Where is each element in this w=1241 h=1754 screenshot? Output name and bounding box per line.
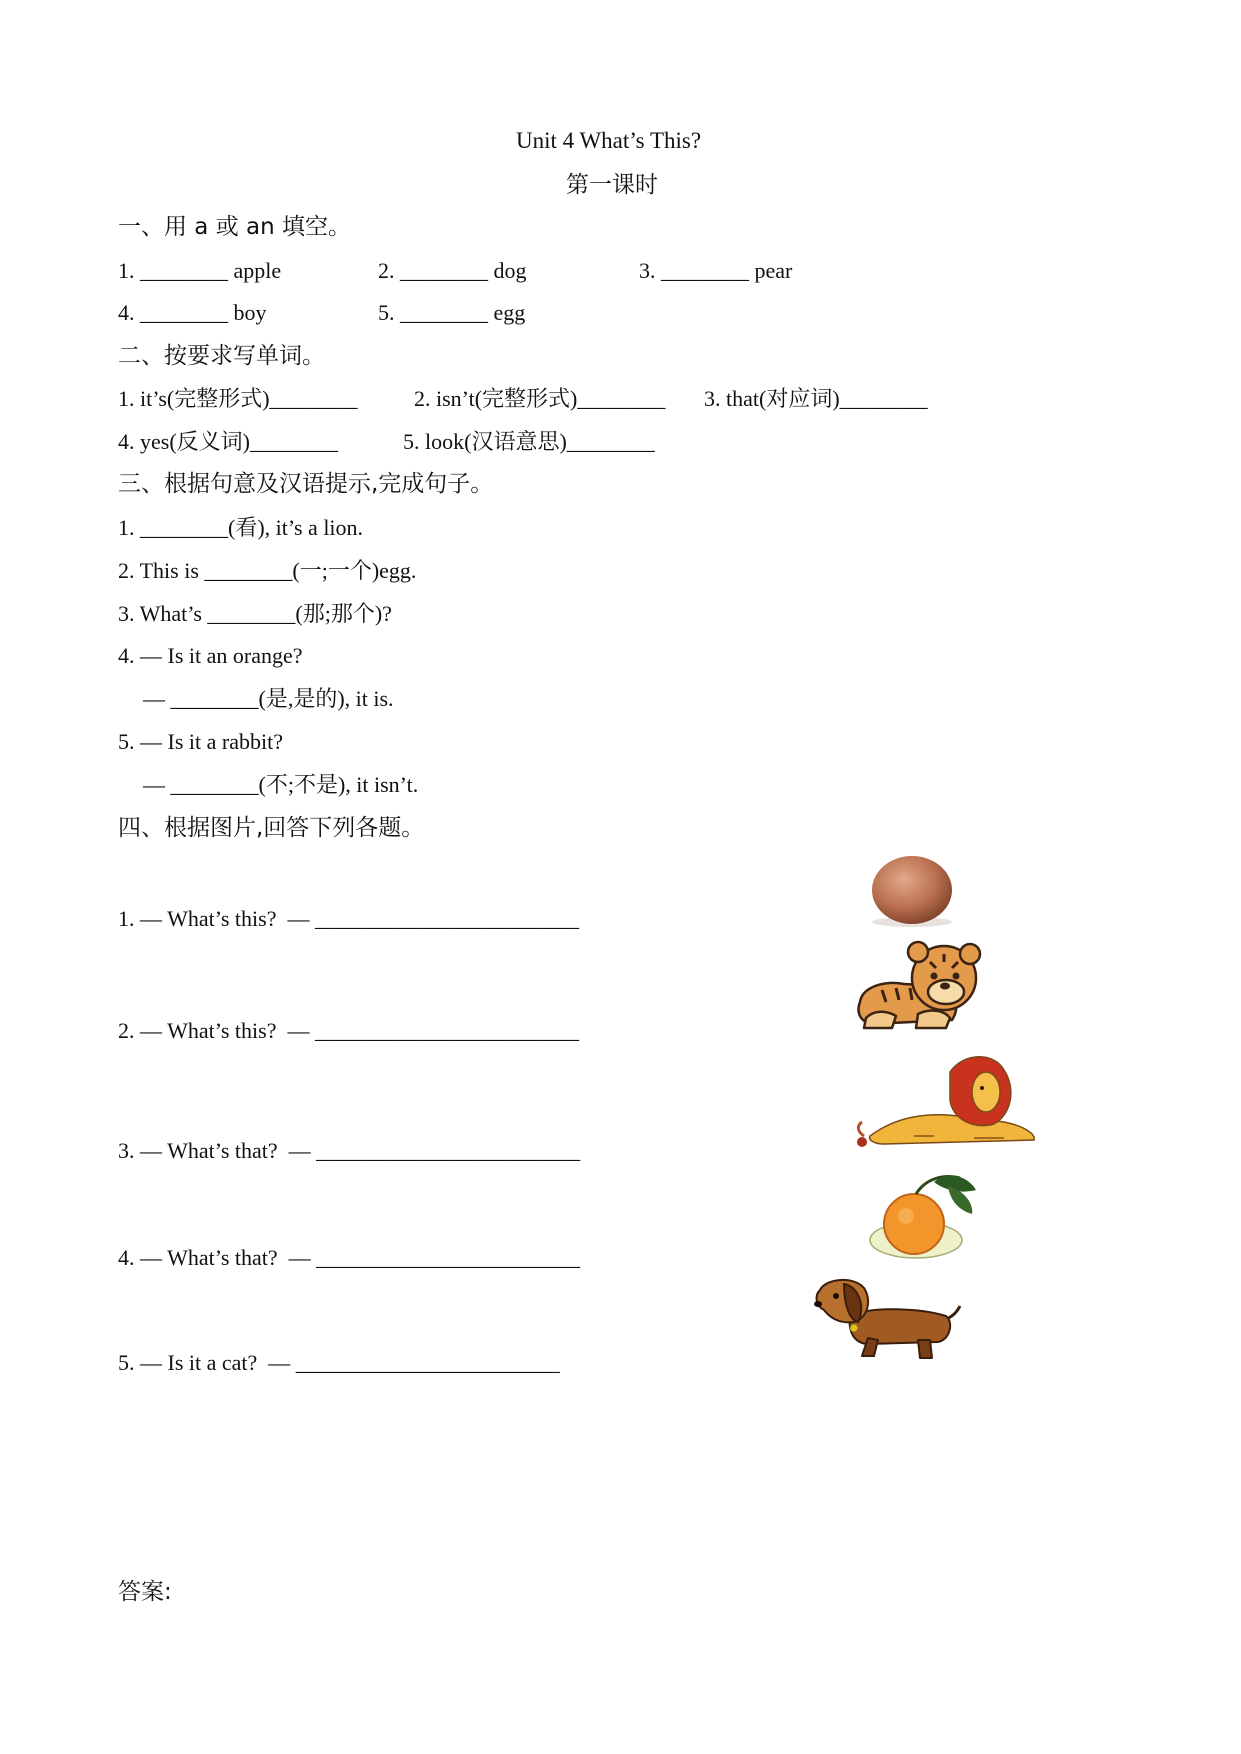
page-title: Unit 4 What’s This? <box>516 128 702 153</box>
section2-heading: 二、按要求写单词。 <box>118 343 325 369</box>
section3-item-5: 5. — Is it a rabbit? <box>118 729 283 754</box>
section4-item-1: 1. — What’s this? — ________________________ <box>118 906 579 931</box>
answers-label: 答案: <box>118 1579 172 1605</box>
section2-item-3: 3. that(对应词)________ <box>704 386 928 411</box>
section1-item-2: 2. ________ dog <box>378 258 527 283</box>
section1-heading: 一、用 a 或 an 填空。 <box>118 214 352 240</box>
section4-item-4: 4. — What’s that? — ________________________ <box>118 1245 581 1270</box>
section3-item-1: 1. ________(看), it’s a lion. <box>118 515 364 540</box>
section3-item-5-reply: — ________(不;不是), it isn’t. <box>143 772 419 797</box>
section3-item-3: 3. What’s ________(那;那个)? <box>118 601 392 626</box>
section3-item-4: 4. — Is it an orange? <box>118 643 303 668</box>
section4-item-2: 2. — What’s this? — ________________________ <box>118 1018 579 1043</box>
lion-picture <box>854 1052 1038 1154</box>
section2-item-2: 2. isn’t(完整形式)________ <box>414 386 666 411</box>
dog-picture <box>810 1276 968 1364</box>
section2-item-1: 1. it’s(完整形式)________ <box>118 386 358 411</box>
lesson-subtitle: 第一课时 <box>566 172 658 198</box>
tiger-picture <box>852 940 988 1038</box>
section3-item-4-reply: — ________(是,是的), it is. <box>143 686 394 711</box>
egg-picture <box>866 850 958 928</box>
section4-heading: 四、根据图片,回答下列各题。 <box>118 815 425 841</box>
orange-picture <box>856 1172 984 1262</box>
section2-item-5: 5. look(汉语意思)________ <box>403 429 655 454</box>
section3-heading: 三、根据句意及汉语提示,完成句子。 <box>118 471 494 497</box>
section4-item-3: 3. — What’s that? — ________________________ <box>118 1138 581 1163</box>
section2-item-4: 4. yes(反义词)________ <box>118 429 338 454</box>
section4-item-5: 5. — Is it a cat? — ________________________ <box>118 1350 560 1375</box>
section3-item-2: 2. This is ________(一;一个)egg. <box>118 558 417 583</box>
section1-item-1: 1. ________ apple <box>118 258 282 283</box>
section1-item-3: 3. ________ pear <box>639 258 793 283</box>
section1-item-4: 4. ________ boy <box>118 300 267 325</box>
section1-item-5: 5. ________ egg <box>378 300 526 325</box>
